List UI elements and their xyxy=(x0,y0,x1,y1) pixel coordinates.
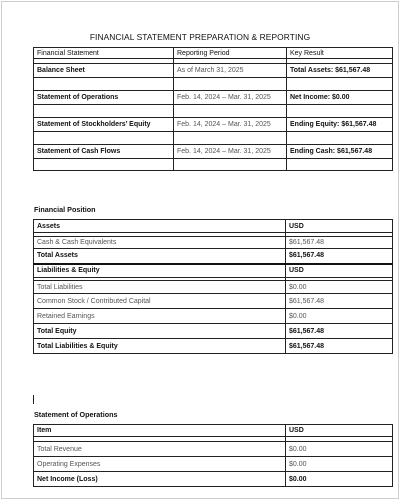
summary-header-statement: Financial Statement xyxy=(34,48,174,59)
line-item-label: Operating Expenses xyxy=(34,457,286,472)
usd-header: USD xyxy=(286,220,393,233)
line-item-value: $61,567.48 xyxy=(286,339,393,354)
line-item-label: Cash & Cash Equivalents xyxy=(34,237,286,249)
line-item-value: $0.00 xyxy=(286,442,393,457)
operations-heading: Statement of Operations xyxy=(34,410,118,419)
text-cursor xyxy=(33,395,34,404)
table-row xyxy=(34,281,393,294)
table-row xyxy=(34,145,393,159)
operations-table xyxy=(33,424,393,487)
line-item-value: $61,567.48 xyxy=(286,324,393,339)
summary-statement-cell: Statement of Operations xyxy=(34,91,174,105)
table-row xyxy=(34,220,393,233)
line-item-label: Total Revenue xyxy=(34,442,286,457)
table-row xyxy=(34,339,393,354)
summary-header-period: Reporting Period xyxy=(174,48,287,59)
table-row xyxy=(34,442,393,457)
line-item-value: $61,567.48 xyxy=(286,249,393,264)
table-row xyxy=(34,91,393,105)
document-title: FINANCIAL STATEMENT PREPARATION & REPORTING xyxy=(89,32,311,42)
table-row xyxy=(34,472,393,487)
summary-result-cell: Net Income: $0.00 xyxy=(287,91,393,105)
summary-header-result: Key Result xyxy=(287,48,393,59)
table-row xyxy=(34,264,393,278)
summary-result-cell: Ending Equity: $61,567.48 xyxy=(287,118,393,132)
usd-header: USD xyxy=(286,425,393,437)
summary-header-row xyxy=(34,48,393,59)
item-header: Item xyxy=(34,425,286,437)
line-item-value: $0.00 xyxy=(286,309,393,324)
table-row xyxy=(34,64,393,78)
table-row xyxy=(34,237,393,249)
assets-header: Assets xyxy=(34,220,286,233)
line-item-label: Common Stock / Contributed Capital xyxy=(34,294,286,309)
summary-statement-cell: Balance Sheet xyxy=(34,64,174,78)
summary-statement-cell: Statement of Cash Flows xyxy=(34,145,174,159)
table-row xyxy=(34,425,393,437)
summary-table xyxy=(33,47,393,171)
line-item-value: $61,567.48 xyxy=(286,237,393,249)
line-item-value: USD xyxy=(286,264,393,278)
line-item-value: $61,567.48 xyxy=(286,294,393,309)
financial-position-heading: Financial Position xyxy=(34,205,96,214)
table-row xyxy=(34,309,393,324)
line-item-value: $0.00 xyxy=(286,281,393,294)
summary-result-cell: Ending Cash: $61,567.48 xyxy=(287,145,393,159)
summary-statement-cell: Statement of Stockholders’ Equity xyxy=(34,118,174,132)
line-item-label: Net Income (Loss) xyxy=(34,472,286,487)
summary-period-cell: As of March 31, 2025 xyxy=(174,64,287,78)
summary-period-cell: Feb. 14, 2024 – Mar. 31, 2025 xyxy=(174,118,287,132)
line-item-value: $0.00 xyxy=(286,457,393,472)
summary-result-cell: Total Assets: $61,567.48 xyxy=(287,64,393,78)
line-item-label: Retained Earnings xyxy=(34,309,286,324)
summary-period-cell: Feb. 14, 2024 – Mar. 31, 2025 xyxy=(174,145,287,159)
table-row xyxy=(34,324,393,339)
table-row xyxy=(34,249,393,264)
line-item-label: Total Liabilities & Equity xyxy=(34,339,286,354)
table-row xyxy=(34,457,393,472)
financial-position-table xyxy=(33,219,393,354)
table-row xyxy=(34,294,393,309)
line-item-label: Total Assets xyxy=(34,249,286,264)
line-item-value: $0.00 xyxy=(286,472,393,487)
line-item-label: Total Liabilities xyxy=(34,281,286,294)
document-page xyxy=(1,1,399,499)
table-row xyxy=(34,118,393,132)
summary-period-cell: Feb. 14, 2024 – Mar. 31, 2025 xyxy=(174,91,287,105)
line-item-label: Total Equity xyxy=(34,324,286,339)
line-item-label: Liabilities & Equity xyxy=(34,264,286,278)
